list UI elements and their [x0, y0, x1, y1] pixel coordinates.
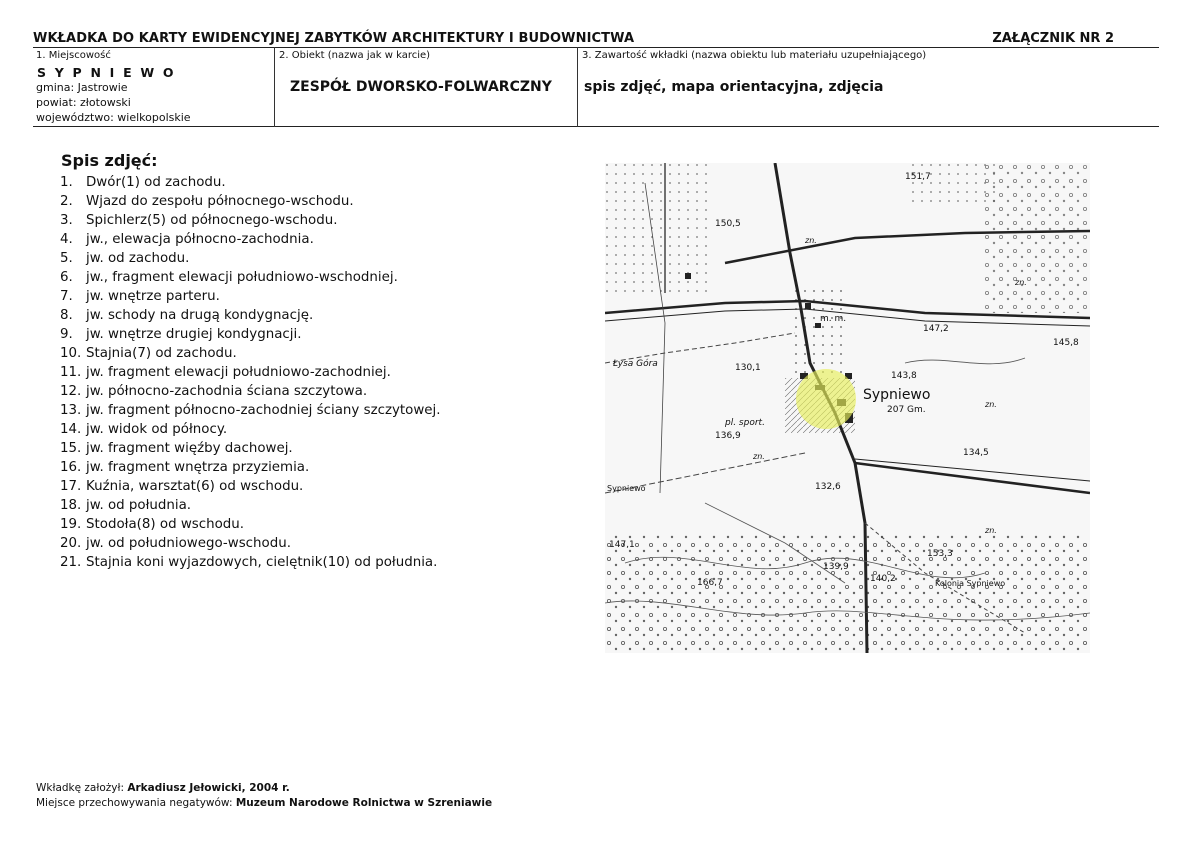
footer-storage-label: Miejsce przechowywania negatywów:: [36, 797, 236, 809]
photo-list-item: [60, 382, 441, 401]
photo-list-title: Spis zdjęć:: [61, 151, 158, 170]
photo-list-item: [60, 515, 441, 534]
map-label-village-height: 207 Gm.: [887, 405, 926, 415]
photo-item-text: Wjazd do zespołu północnego-wschodu.: [86, 194, 354, 209]
photo-item-number: 15.: [60, 441, 82, 456]
photo-list-item: [60, 534, 441, 553]
orientation-map: [605, 163, 1090, 653]
map-height-label: 153,3: [927, 549, 953, 559]
photo-item-number: 2.: [60, 194, 73, 209]
map-building: [805, 303, 811, 309]
map-label-kolonia: Kolonia Sypniewo: [935, 579, 1006, 588]
photo-item-text: jw. fragment wnętrza przyziemia.: [86, 460, 310, 475]
map-label-zn: zn.: [985, 400, 997, 409]
photo-item-text: jw. od południowego-wschodu.: [86, 536, 291, 551]
photo-item-number: 4.: [60, 232, 73, 247]
photo-list-item: [60, 173, 441, 192]
photo-list-item: [60, 420, 441, 439]
footer-founder-label: Wkładkę założył:: [36, 782, 128, 794]
photo-item-number: 11.: [60, 365, 82, 380]
map-height-label: 147,1: [609, 540, 635, 550]
map-building: [685, 273, 691, 279]
photo-item-text: Stodoła(8) od wschodu.: [86, 517, 245, 532]
photo-list-item: [60, 458, 441, 477]
photo-item-text: jw. widok od północy.: [86, 422, 228, 437]
map-height-label: 136,9: [715, 431, 741, 441]
photo-list-item: [60, 477, 441, 496]
photo-item-number: 19.: [60, 517, 82, 532]
photo-item-number: 12.: [60, 384, 82, 399]
header-top-rule: [33, 47, 1159, 48]
photo-item-number: 13.: [60, 403, 82, 418]
locality-name: S Y P N I E W O: [37, 65, 176, 80]
photo-item-number: 5.: [60, 251, 73, 266]
photo-item-text: jw. wnętrze drugiej kondygnacji.: [86, 327, 302, 342]
photo-list-item: [60, 439, 441, 458]
photo-item-number: 3.: [60, 213, 73, 228]
locality-powiat: powiat: złotowski: [36, 96, 131, 109]
locality-label: 1. Miejscowość: [36, 50, 111, 61]
document-title: WKŁADKA DO KARTY EWIDENCYJNEJ ZABYTKÓW ARCHITEKTURY I BUDOWNICTWA: [33, 31, 635, 46]
photo-item-number: 18.: [60, 498, 82, 513]
topographic-map-drawing: [605, 163, 1090, 653]
contents-label: 3. Zawartość wkładki (nazwa obiektu lub materiału uzupełniającego): [582, 50, 927, 61]
photo-item-text: Stajnia(7) od zachodu.: [86, 346, 237, 361]
photo-list-item: [60, 325, 441, 344]
photo-item-text: jw. od południa.: [86, 498, 192, 513]
map-height-label: 134,5: [963, 448, 989, 458]
photo-item-text: jw. fragment północno-zachodniej ściany szczytowej.: [86, 403, 441, 418]
photo-item-text: Spichlerz(5) od północnego-wschodu.: [86, 213, 338, 228]
map-height-label: 151,7: [905, 172, 931, 182]
footer-storage-value: Muzeum Narodowe Rolnictwa w Szreniawie: [235, 797, 493, 809]
map-height-label: 166,7: [697, 578, 723, 588]
photo-item-number: 14.: [60, 422, 82, 437]
photo-list-item: [60, 287, 441, 306]
object-label: 2. Obiekt (nazwa jak w karcie): [279, 50, 431, 61]
column-divider-2: [577, 47, 578, 127]
photo-list-item: [60, 230, 441, 249]
map-forest-area: [605, 533, 1090, 653]
photo-item-text: jw. północno-zachodnia ściana szczytowa.: [86, 384, 368, 399]
map-label-zn: zn.: [1015, 278, 1027, 287]
photo-list: [60, 173, 441, 572]
map-orchard-area: [605, 163, 710, 293]
map-forest-ne: [985, 163, 1090, 313]
photo-item-text: Stajnia koni wyjazdowych, cielętnik(10) od południa.: [86, 555, 438, 570]
map-label-left-edge: Sypniewo: [607, 484, 646, 493]
photo-item-number: 10.: [60, 346, 82, 361]
photo-item-number: 8.: [60, 308, 73, 323]
map-height-label: 139,9: [823, 562, 849, 572]
map-height-label: 150,5: [715, 219, 741, 229]
photo-item-text: Dwór(1) od zachodu.: [86, 175, 226, 190]
map-label-village: Sypniewo: [863, 387, 931, 403]
map-highlight-circle: [796, 369, 856, 429]
photo-item-number: 9.: [60, 327, 73, 342]
photo-item-text: jw., fragment elewacji południowo-wschodniej.: [86, 270, 398, 285]
map-height-label: 145,8: [1053, 338, 1079, 348]
map-height-label: 147,2: [923, 324, 949, 334]
photo-item-number: 6.: [60, 270, 73, 285]
photo-item-text: Kuźnia, warsztat(6) od wschodu.: [86, 479, 304, 494]
map-height-label: 140,2: [870, 574, 896, 584]
map-label-sport: pl. sport.: [725, 418, 765, 428]
photo-list-item: [60, 553, 441, 572]
photo-list-item: [60, 211, 441, 230]
header-bottom-rule: [33, 126, 1159, 127]
photo-list-item: [60, 344, 441, 363]
contents-value: spis zdjęć, mapa orientacyjna, zdjęcia: [584, 79, 884, 95]
map-label-zn: zn.: [753, 452, 765, 461]
map-height-label: 132,6: [815, 482, 841, 492]
annex-number: ZAŁĄCZNIK NR 2: [992, 31, 1114, 46]
photo-item-text: jw. od zachodu.: [86, 251, 190, 266]
map-dots-north: [905, 163, 995, 203]
photo-item-number: 1.: [60, 175, 73, 190]
photo-item-number: 20.: [60, 536, 82, 551]
footer-founder: [36, 782, 290, 794]
object-value: ZESPÓŁ DWORSKO-FOLWARCZNY: [290, 79, 552, 95]
photo-list-item: [60, 268, 441, 287]
map-label-hill: Łysa Góra: [613, 359, 658, 369]
column-divider-1: [274, 47, 275, 127]
map-height-label: 143,8: [891, 371, 917, 381]
photo-list-item: [60, 363, 441, 382]
footer-founder-value: Arkadiusz Jełowicki, 2004 r.: [127, 782, 290, 794]
footer-storage: [36, 797, 492, 809]
photo-list-item: [60, 496, 441, 515]
photo-item-text: jw. schody na drugą kondygnację.: [86, 308, 314, 323]
map-label-zn: zn.: [985, 526, 997, 535]
locality-wojewodztwo: województwo: wielkopolskie: [36, 111, 191, 124]
map-label-mm: m. m.: [820, 314, 847, 324]
photo-item-number: 7.: [60, 289, 73, 304]
locality-gmina: gmina: Jastrowie: [36, 81, 128, 94]
map-label-zn: zn.: [805, 236, 817, 245]
photo-item-number: 21.: [60, 555, 82, 570]
photo-list-item: [60, 401, 441, 420]
photo-item-text: jw. fragment elewacji południowo-zachodniej.: [86, 365, 391, 380]
photo-item-number: 17.: [60, 479, 82, 494]
photo-item-text: jw. fragment więźby dachowej.: [86, 441, 293, 456]
map-height-label: 130,1: [735, 363, 761, 373]
photo-item-text: jw., elewacja północno-zachodnia.: [86, 232, 314, 247]
photo-item-text: jw. wnętrze parteru.: [86, 289, 220, 304]
photo-list-item: [60, 306, 441, 325]
photo-list-item: [60, 192, 441, 211]
photo-list-item: [60, 249, 441, 268]
photo-item-number: 16.: [60, 460, 82, 475]
